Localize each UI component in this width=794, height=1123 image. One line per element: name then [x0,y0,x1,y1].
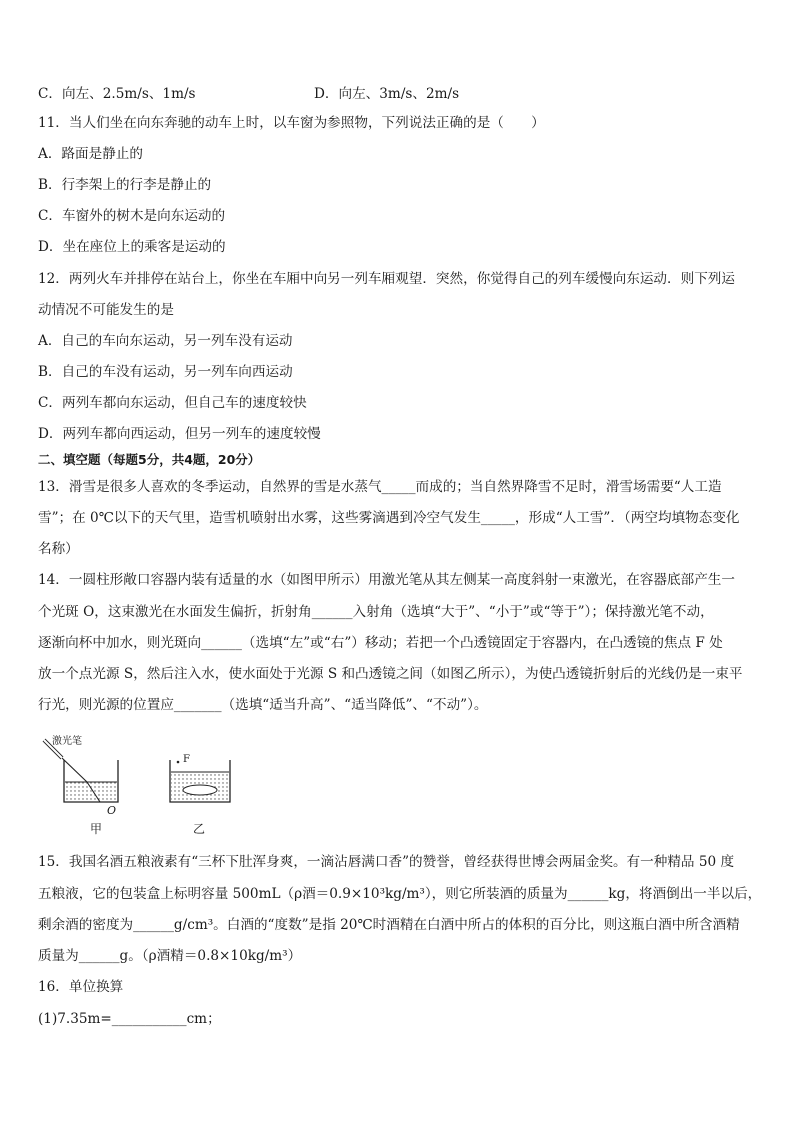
q11-option-b: B．行李架上的行李是静止的 [38,177,212,193]
q11-option-d: D．坐在座位上的乘客是运动的 [38,239,226,255]
q11-stem: 11．当人们坐在向东奔驰的动车上时，以车窗为参照物，下列说法正确的是（ ） [38,115,545,131]
q14-line2: 个光斑 O，这束激光在水面发生偏折，折射角______入射角（选填“大于”、“小于”或“等于”）；保持激光笔不动， [38,604,714,620]
q12-option-b: B．自己的车没有运动，另一列车向西运动 [38,364,293,380]
q14-figure [38,730,278,840]
q15-line2: 五粮液，它的包装盒上标明容量 500mL（ρ酒＝0.9×10³kg/m³），则它所装酒的质量为______kg，将酒倒出一半以后， [38,886,762,902]
point-o-label: O [107,804,117,817]
q10-option-c: C．向左、2.5m/s、1m/s [38,86,196,102]
q12-stem-line2: 动情况不可能发生的是 [38,302,174,318]
q16-stem: 16．单位换算 [38,979,124,995]
q12-option-d: D．两列车都向西运动，但另一列车的速度较慢 [38,426,321,442]
q14-line5: 行光，则光源的位置应_______（选填“适当升高”、“适当降低”、“不动”）。 [38,697,488,713]
container-jia [64,760,118,802]
light-source-dot [177,761,180,764]
q11-option-c: C．车窗外的树木是向东运动的 [38,208,226,224]
q13-line2: 雪”；在 0℃以下的天气里，造雪机喷射出水雾，这些雾滴遇到冷空气发生_____，形成“人工雪”．（两空均填物态变化 [38,510,740,526]
q15-line4: 质量为______g。（ρ酒精＝0.8×10kg/m³） [38,948,302,964]
q10-options-row [38,82,758,102]
laser-pen-label: 激光笔 [52,736,82,747]
q11-option-a: A．路面是静止的 [38,146,143,162]
caption-yi: 乙 [193,822,206,836]
q14-line3: 逐渐向杯中加水，则光斑向______（选填“左”或“右”）移动；若把一个凸透镜固定于容器内，在凸透镜的焦点 F 处 [38,635,723,651]
q13-line1: 13．滑雪是很多人喜欢的冬季运动，自然界的雪是水蒸气_____而成的；当自然界降雪不足时，滑雪场需要“人工造 [38,479,722,495]
q12-option-a: A．自己的车向东运动，另一列车没有运动 [38,333,293,349]
q16-part1: (1)7.35m=___________cm； [38,1011,221,1027]
q12-option-c: C．两列车都向东运动，但自己车的速度较快 [38,395,307,411]
q14-line4: 放一个点光源 S，然后注入水，使水面处于光源 S 和凸透镜之间（如图乙所示），为使凸透镜折射后的光线仍是一束平 [38,666,743,682]
q12-stem-line1: 12．两列火车并排停在站台上，你坐在车厢中向另一列车厢观望．突然，你觉得自己的列车缓慢向东运动．则下列运 [38,271,735,287]
q13-line3: 名称） [38,541,79,557]
q15-line1: 15．我国名酒五粮液素有“三杯下肚浑身爽，一滴沾唇满口香”的赞誉，曾经获得世博会两届金奖。有一种精品 50 度 [38,854,735,870]
q14-line1: 14．一圆柱形敞口容器内装有适量的水（如图甲所示）用激光笔从其左侧某一高度斜射一束激光，在容器底部产生一 [38,572,735,588]
container-yi [170,760,230,802]
q10-option-d: D．向左、3m/s、2m/s [314,86,460,102]
section-heading: 二、填空题（每题5分，共4题，20分） [38,452,261,467]
point-f-label: F [183,754,190,765]
q15-line3: 剩余酒的密度为______g/cm³。白酒的“度数”是指 20℃时酒精在白酒中所占的体积的百分比，则这瓶白酒中所含酒精 [38,917,740,933]
caption-jia: 甲 [90,822,103,836]
